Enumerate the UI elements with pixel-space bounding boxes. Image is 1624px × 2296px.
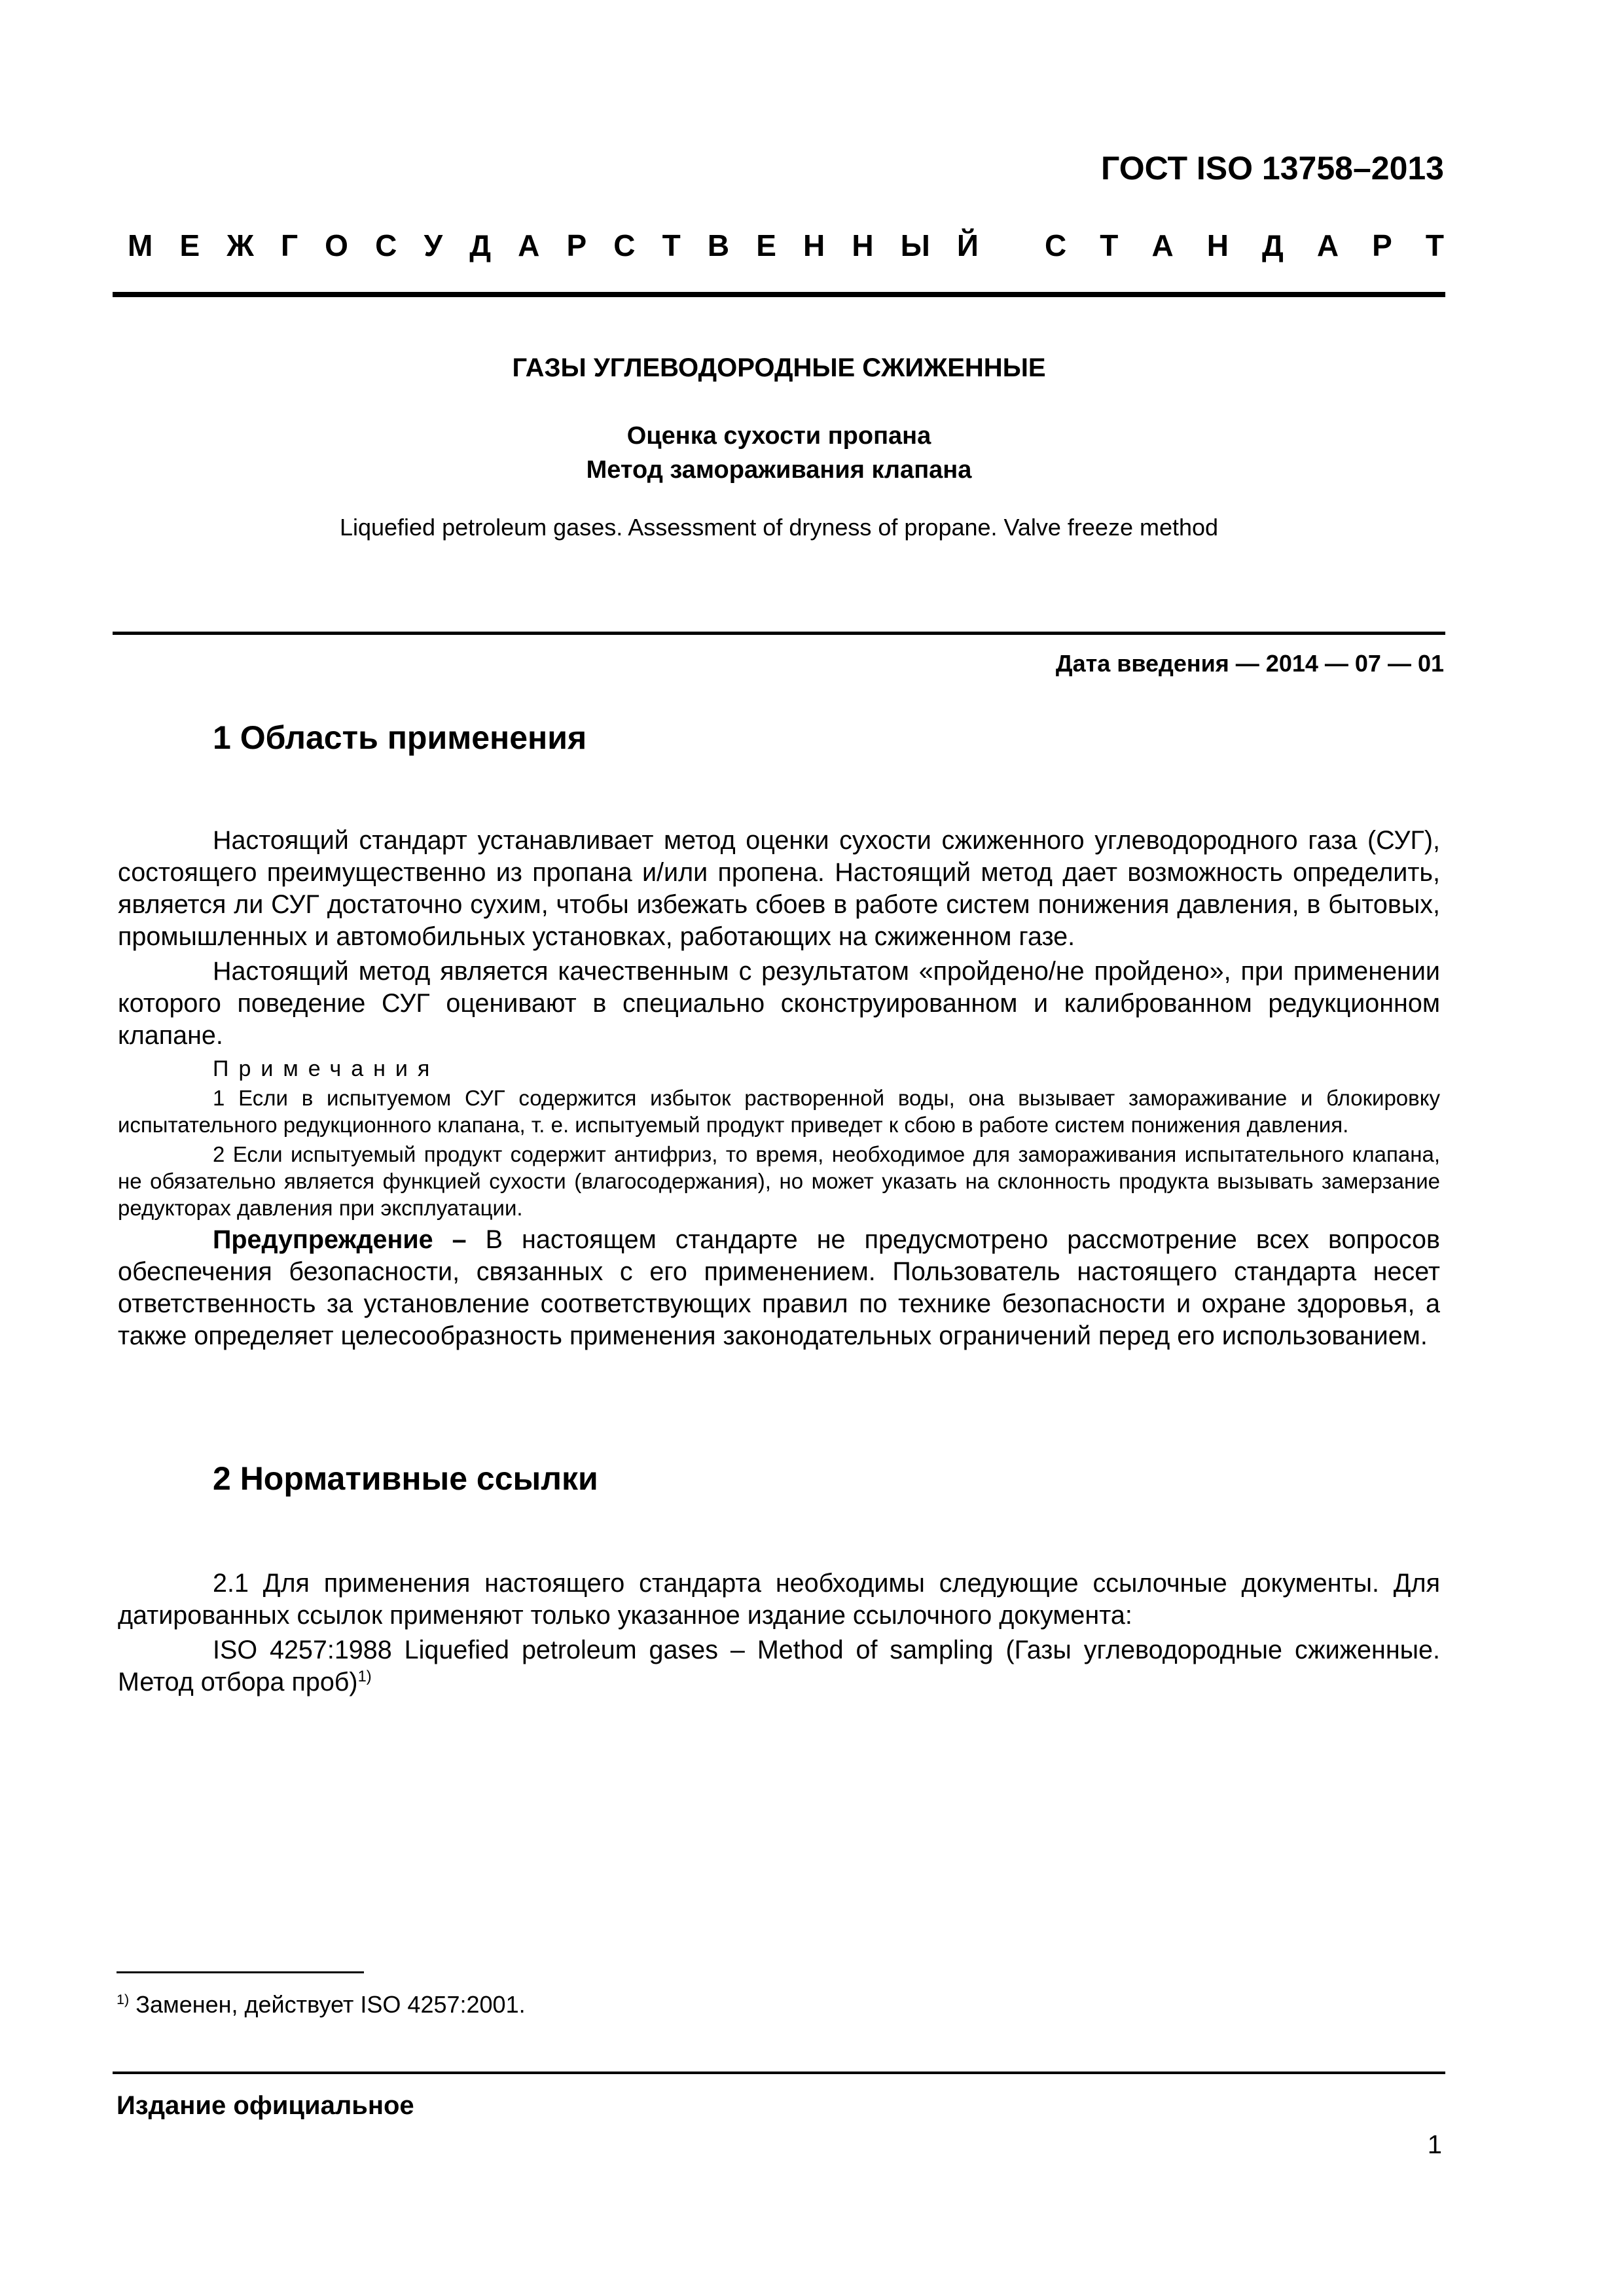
english-title: Liquefied petroleum gases. Assessment of dryness of propane. Valve freeze method: [339, 514, 1219, 541]
banner-word-2-letter: С: [1045, 228, 1067, 262]
subtitle-line-1: Оценка сухости пропана: [626, 422, 931, 450]
note-1: 1 Если в испытуемом СУГ содержится избыток растворенной воды, она вызывает замораживание и блокировку испытательного редукционного клапана, т. е. испытуемый продукт приведет к сбою в работе систем понижения давления.: [118, 1086, 1440, 1137]
section-1-body: [118, 825, 1440, 1355]
warning-text: В настоящем стандарте не предусмотрено рассмотрение всех вопросов обеспечения безопасности, связанных с его применением. Пользователь настоящего стандарта несет ответственность за установление соответствующих правил по технике безопасности и охране здоровья, а также определяет целесообразность применения законодательных ограничений перед его использованием.: [118, 1225, 1440, 1350]
banner-word-1-letter: М: [128, 228, 153, 262]
footnote-reference-mark[interactable]: 1): [357, 1668, 372, 1685]
banner-word-1-letter: Е: [179, 228, 200, 262]
notes-heading: Примечания: [213, 1056, 440, 1081]
banner-word-1-letter: О: [325, 228, 348, 262]
standard-banner: [128, 228, 1444, 263]
warning-paragraph: [118, 1224, 1440, 1352]
banner-word-2-letter: Р: [1372, 228, 1392, 262]
banner-word-1-letter: У: [424, 228, 443, 262]
section-2-title: 2 Нормативные ссылки: [213, 1460, 598, 1497]
banner-word-1-letter: Н: [852, 228, 874, 262]
official-edition-label: Издание официальное: [117, 2091, 414, 2120]
footnote-mark: 1): [117, 1991, 130, 2007]
banner-word-1-letter: Т: [662, 228, 681, 262]
banner-word-interstate: [128, 228, 979, 263]
banner-word-2-letter: Д: [1262, 228, 1284, 262]
document-number: ГОСТ ISO 13758–2013: [1101, 150, 1444, 187]
introduction-date: Дата введения — 2014 — 07 — 01: [1055, 650, 1444, 677]
footnote-separator: [117, 1971, 364, 1973]
banner-word-1-letter: С: [613, 228, 636, 262]
footnote: [117, 1991, 526, 2018]
banner-word-2-letter: А: [1316, 228, 1339, 262]
note-2: 2 Если испытуемый продукт содержит антифриз, то время, необходимое для замораживания испытательного клапана, не обязательно является функцией сухости (влагосодержания), но может указать на склонность продукта вызывать замерзание редукторах давления при эксплуатации.: [118, 1142, 1440, 1220]
section-1-paragraph-2: Настоящий метод является качественным с результатом «пройдено/не пройдено», при применении которого поведение СУГ оценивают в специально сконструированном и калиброванном редукционном клапане.: [118, 957, 1440, 1050]
banner-word-2-letter: Н: [1206, 228, 1229, 262]
banner-word-1-letter: В: [707, 228, 730, 262]
banner-word-standard: [1045, 228, 1444, 263]
document-title: ГАЗЫ УГЛЕВОДОРОДНЫЕ СЖИЖЕННЫЕ: [512, 353, 1046, 382]
top-divider: [113, 292, 1445, 297]
footnote-text: Заменен, действует ISO 4257:2001.: [129, 1991, 526, 2018]
banner-word-1-letter: Ж: [226, 228, 254, 262]
banner-word-1-letter: С: [375, 228, 397, 262]
section-2-paragraph-1: 2.1 Для применения настоящего стандарта необходимы следующие ссылочные документы. Для датированных ссылок применяют только указанное издание ссылочного документа:: [118, 1569, 1440, 1630]
title-divider: [113, 632, 1445, 635]
section-1-title: 1 Область применения: [213, 719, 587, 756]
normative-reference: [118, 1634, 1440, 1698]
banner-word-1-letter: Ы: [900, 228, 930, 262]
banner-word-1-letter: Е: [756, 228, 776, 262]
banner-word-1-letter: Й: [956, 228, 979, 262]
banner-word-1-letter: Н: [803, 228, 825, 262]
reference-text: ISO 4257:1988 Liquefied petroleum gases – Method of sampling (Газы углеводородные сжиженные. Метод отбора проб): [118, 1636, 1440, 1696]
banner-word-2-letter: Т: [1100, 228, 1119, 262]
section-2-body: [118, 1568, 1440, 1701]
banner-word-1-letter: Д: [469, 228, 491, 262]
banner-word-1-letter: Р: [566, 228, 587, 262]
document-subtitle: [113, 419, 1445, 487]
footer-divider: [113, 2072, 1445, 2074]
page-number: 1: [1427, 2130, 1442, 2159]
section-1-paragraph-1: Настоящий стандарт устанавливает метод оценки сухости сжиженного углеводородного газа (СУГ), состоящего преимущественно из пропана и/или пропена. Настоящий метод дает возможность определить, является ли СУГ достаточно сухим, чтобы избежать сбоев в работе систем понижения давления, в бытовых, промышленных и автомобильных установках, работающих на сжиженном газе.: [118, 826, 1440, 951]
banner-word-1-letter: Г: [280, 228, 298, 262]
banner-word-2-letter: А: [1151, 228, 1174, 262]
banner-word-1-letter: А: [518, 228, 540, 262]
warning-label: Предупреждение –: [213, 1225, 467, 1254]
subtitle-line-2: Метод замораживания клапана: [586, 456, 972, 484]
banner-word-2-letter: Т: [1425, 228, 1444, 262]
